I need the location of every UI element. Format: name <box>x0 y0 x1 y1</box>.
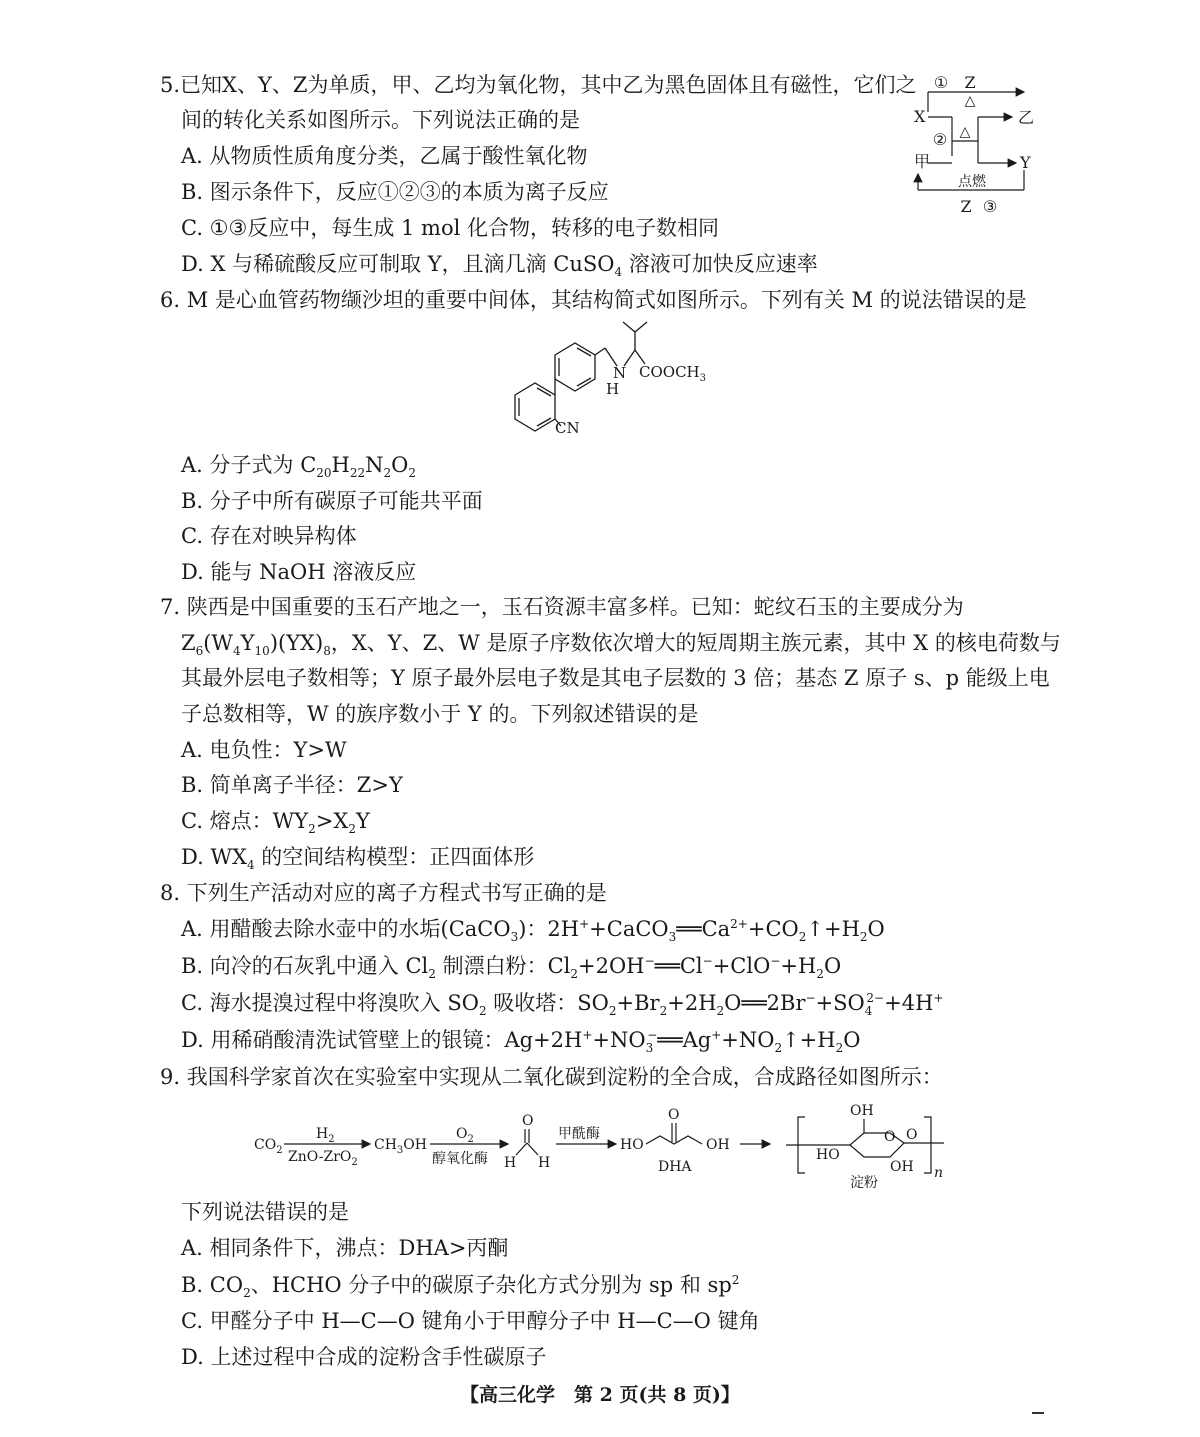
q7-option-c: C. 熔点：$WY_2>X_2Y$ <box>181 809 370 837</box>
q5-conversion-diagram <box>908 70 1038 220</box>
reaction-2-label: ② <box>932 130 948 149</box>
heat-symbol-2: △ <box>959 124 971 140</box>
jia-label: 甲 <box>914 152 931 171</box>
h2-label: $H_2$ <box>316 1126 335 1145</box>
y-label: Y <box>1020 153 1031 172</box>
catalyst-label: ZnO-ZrO$_2$ <box>288 1149 358 1168</box>
q9-option-d: D. 上述过程中合成的淀粉含手性碳原子 <box>181 1345 547 1369</box>
o2-label: $O_2$ <box>456 1126 474 1145</box>
q9-stem: 9. 我国科学家首次在实验室中实现从二氧化碳到淀粉的全合成，合成路径如图所示： <box>160 1065 943 1089</box>
q9-option-c: C. 甲醛分子中 H—C—O 键角小于甲醇分子中 H—C—O 键角 <box>181 1309 760 1333</box>
struct-cn-label: CN <box>555 419 580 437</box>
q6-structure-formula <box>495 320 735 445</box>
co2-label: $CO_2$ <box>254 1137 283 1156</box>
q7-option-d: D. $WX_4$ 的空间结构模型：正四面体形 <box>181 845 535 873</box>
ignite-label: 点燃 <box>958 174 986 190</box>
q5-stem-line2: 间的转化关系如图所示。下列说法正确的是 <box>181 108 580 132</box>
q5-option-d: D. X 与稀硫酸反应可制取 Y，且滴几滴 CuSO$_4$ 溶液可加快反应速率 <box>181 252 818 280</box>
yi-label: 乙 <box>1018 108 1035 127</box>
q7-stem-line3: 其最外层电子数相等；Y 原子最外层电子数是其电子层数的 3 倍；基态 Z 原子 s、p 能级上电 <box>181 666 1050 690</box>
x-label: X <box>914 107 926 126</box>
q8-option-b: B. 向冷的石灰乳中通入 $Cl_2$ 制漂白粉：$Cl_2+2OH^-══Cl^-+ClO^-+H_2O$ <box>181 954 842 982</box>
q8-option-d: D. 用稀硝酸清洗试管壁上的银镜：$Ag+2H^++NO_3^-══Ag^++NO_2↑+H_2O$ <box>181 1028 861 1056</box>
formaldehyde-h-right: H <box>538 1155 551 1171</box>
q7-option-a: A. 电负性：Y>W <box>181 738 347 762</box>
q7-stem-line2: $Z_6(W_4Y_{10})(YX)_8$，X、Y、Z、W 是原子序数依次增大的短周期主族元素，其中 X 的核电荷数与 <box>181 631 1061 659</box>
dha-label: DHA <box>658 1159 692 1175</box>
heat-symbol-1: △ <box>964 93 976 109</box>
q6-option-a: A. 分子式为 $C_{20}H_{22}N_2O_2$ <box>181 453 417 481</box>
q7-option-b: B. 简单离子半径：Z>Y <box>181 773 403 797</box>
struct-ester-label: $COOCH_3$ <box>639 363 707 384</box>
struct-h-label: H <box>606 380 620 398</box>
q6-stem: 6. M 是心血管药物缬沙坦的重要中间体，其结构简式如图所示。下列有关 M 的说法错误的是 <box>160 288 1027 312</box>
q7-stem-line1: 7. 陕西是中国重要的玉石产地之一，玉石资源丰富多样。已知：蛇纹石玉的主要成分为 <box>160 595 964 619</box>
q5-option-c: C. ①③反应中，每生成 1 mol 化合物，转移的电子数相同 <box>181 216 719 240</box>
starch-oh-top: OH <box>850 1103 874 1119</box>
starch-label: 淀粉 <box>850 1175 878 1191</box>
starch-ho-ring: HO <box>816 1147 840 1163</box>
reaction-3-label: ③ <box>982 197 998 216</box>
q6-option-b: B. 分子中所有碳原子可能共平面 <box>181 489 483 513</box>
formolase-label: 甲酰酶 <box>558 1126 600 1142</box>
top-z-label: Z <box>964 73 976 92</box>
q8-option-a: A. 用醋酸去除水壶中的水垢(CaCO$_3$)：$2H^++CaCO_3══Ca^{2+}+CO_2↑+H_2O$ <box>181 917 885 945</box>
page-footer: 【高三化学 第 2 页(共 8 页)】 <box>460 1384 740 1406</box>
q5-option-b: B. 图示条件下，反应①②③的本质为离子反应 <box>181 180 609 204</box>
q8-stem: 8. 下列生产活动对应的离子方程式书写正确的是 <box>160 881 607 905</box>
bottom-z-label: Z <box>960 197 972 216</box>
q5-option-a: A. 从物质性质角度分类，乙属于酸性氧化物 <box>181 144 588 168</box>
q6-option-c: C. 存在对映异构体 <box>181 524 357 548</box>
starch-link-o: O <box>906 1127 918 1143</box>
starch-oh-ring: OH <box>890 1159 914 1175</box>
formaldehyde-o-label: O <box>522 1113 534 1129</box>
struct-n-label: N <box>613 364 627 382</box>
dha-ketone-o: O <box>668 1107 680 1123</box>
formaldehyde-h-left: H <box>504 1155 517 1171</box>
q9-synthesis-path <box>250 1097 970 1197</box>
q8-option-c: C. 海水提溴过程中将溴吹入 $SO_2$ 吸收塔：$SO_2+Br_2+2H_2O══2Br^-+SO_4^{2-}+4H^+$ <box>181 991 944 1019</box>
methanol-label: $CH_3OH$ <box>374 1137 427 1156</box>
q6-option-d: D. 能与 NaOH 溶液反应 <box>181 560 417 584</box>
q9-option-a: A. 相同条件下，沸点：DHA>丙酮 <box>181 1236 509 1260</box>
q7-stem-line4: 子总数相等，W 的族序数小于 Y 的。下列叙述错误的是 <box>181 702 699 726</box>
q5-stem-line1: 5.已知X、Y、Z为单质，甲、乙均为氧化物，其中乙为黑色固体且有磁性，它们之 <box>160 73 917 97</box>
alcohol-oxidase-label: 醇氧化酶 <box>432 1151 488 1167</box>
q9-option-b: B. $CO_2$、HCHO 分子中的碳原子杂化方式分别为 sp 和 $sp^2$ <box>181 1273 740 1301</box>
dha-oh-label: OH <box>706 1137 730 1153</box>
corner-mark <box>1032 1412 1044 1414</box>
q9-sub-stem: 下列说法错误的是 <box>181 1200 349 1224</box>
polymer-n-label: n <box>934 1165 944 1181</box>
starch-ring-o: O <box>884 1129 896 1145</box>
reaction-1-label: ① <box>933 73 949 92</box>
dha-ho-label: HO <box>620 1137 644 1153</box>
